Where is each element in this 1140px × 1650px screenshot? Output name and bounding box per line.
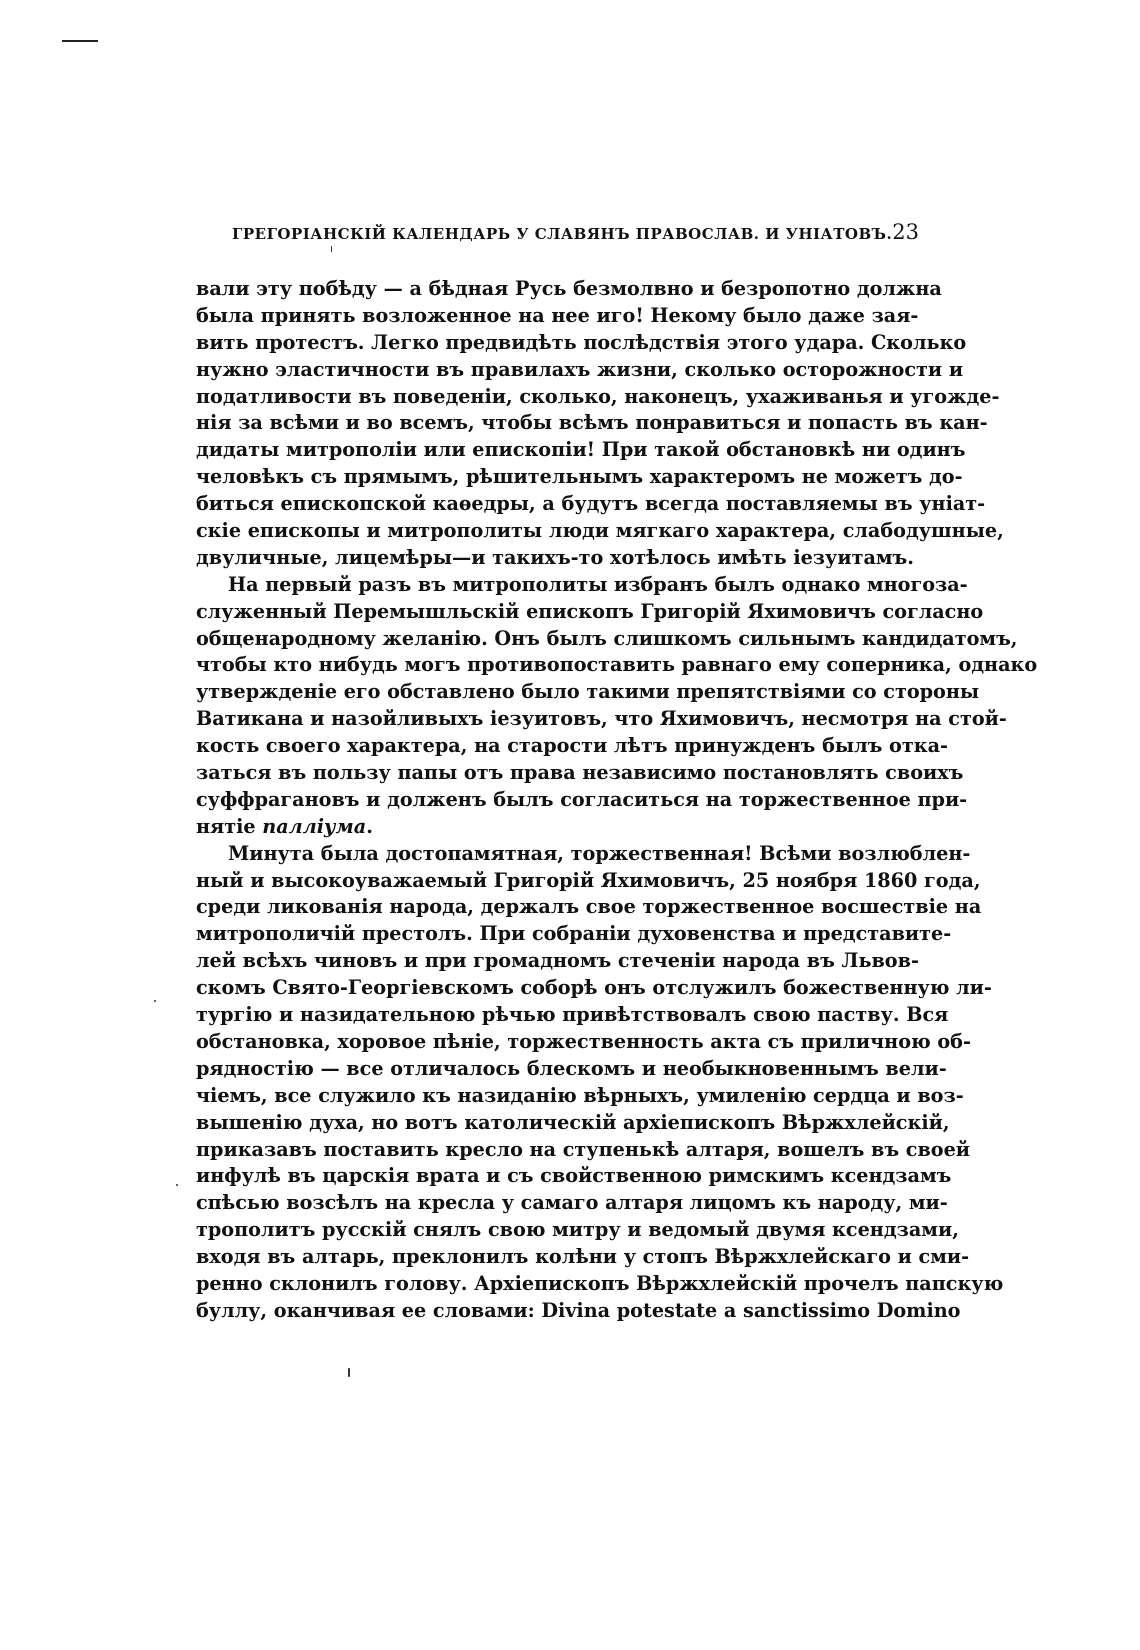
text-line: дидаты митрополіи или епископіи! При такой обстановкѣ ни одинъ	[196, 438, 966, 462]
text-fragment: нятіе	[196, 814, 256, 838]
text-line: Минута была достопамятная, торжественная! Всѣми возлюблен-	[228, 841, 971, 865]
text-line: заться въ пользу папы отъ права независимо постановлять своихъ	[196, 761, 964, 785]
text-line: митрополичій престолъ. При собраніи духовенства и представите-	[196, 922, 952, 946]
scan-speck	[348, 1368, 350, 1377]
text-line: чіемъ, все служило къ назиданію вѣрныхъ, умиленію сердца и воз-	[196, 1083, 964, 1107]
text-line: скіе епископы и митрополиты люди мягкаго характера, слабодушные,	[196, 519, 1004, 543]
text-line: На первый разъ въ митрополиты избранъ былъ однако многоза-	[228, 572, 968, 596]
text-line: спѣсью возсѣлъ на кресла у самаго алтаря лицомъ къ народу, ми-	[196, 1191, 948, 1215]
corner-mark	[62, 40, 98, 42]
text-fragment: .	[366, 814, 373, 838]
text-line: человѣкъ съ прямымъ, рѣшительнымъ характеромъ не можетъ до-	[196, 465, 963, 489]
body-text	[196, 276, 1038, 1325]
page-number: 23	[892, 220, 919, 244]
text-line: трополитъ русскій снялъ свою митру и ведомый двумя ксендзами,	[196, 1218, 959, 1242]
text-line: скомъ Свято-Георгіевскомъ соборѣ онъ отслужилъ божественную ли-	[196, 976, 992, 1000]
text-line: вить протестъ. Легко предвидѣть послѣдствія этого удара. Сколько	[196, 330, 967, 354]
text-line: инфулѣ въ царскія врата и съ свойственною римскимъ ксендзамъ	[196, 1164, 952, 1188]
paragraph-1	[196, 276, 1004, 572]
text-line: биться епископской каѳедры, а будутъ всегда поставляемы въ уніат-	[196, 492, 986, 516]
text-line: утвержденіе его обставлено было такими препятствіями со стороны	[196, 680, 980, 704]
text-line: среди ликованія народа, держалъ свое торжественное восшествіе на	[196, 895, 982, 919]
text-line: буллу, оканчивая ее словами: Divina potestate a sanctissimo Domino	[196, 1298, 961, 1322]
text-line: общенародному желанію. Онъ былъ слишкомъ сильнымъ кандидатомъ,	[196, 626, 1018, 650]
text-line: суффрагановъ и долженъ былъ согласиться на торжественное при-	[196, 787, 968, 811]
text-line: податливости въ поведеніи, сколько, наконецъ, ухаживанья и угожде-	[196, 384, 1000, 408]
text-line	[196, 814, 906, 841]
text-line: рядностію — все отличалось блескомъ и необыкновеннымъ вели-	[196, 1056, 947, 1080]
scan-speck	[154, 1000, 156, 1002]
running-title: ГРЕГОРІАНСКІЙ КАЛЕНДАРЬ У СЛАВЯНЪ ПРАВОСЛАВ. И УНІАТОВЪ.	[232, 225, 893, 243]
text-line: служенный Перемышльскій епископъ Григорій Яхимовичъ согласно	[196, 599, 984, 623]
paragraph-3	[196, 841, 1004, 1325]
paragraph-2	[196, 572, 1038, 841]
text-line: Ватикана и назойливыхъ іезуитовъ, что Яхимовичъ, несмотря на стой-	[196, 707, 1007, 731]
text-line: ный и высокоуважаемый Григорій Яхимовичъ, 25 ноября 1860 года,	[196, 868, 981, 892]
text-line: лей всѣхъ чиновъ и при громадномъ стеченіи народа въ Львов-	[196, 949, 919, 973]
running-head	[232, 220, 919, 250]
text-line: вали эту побѣду — а бѣдная Русь безмолвно и безропотно должна	[196, 277, 942, 300]
text-line: двуличные, лицемѣры—и такихъ-то хотѣлось имѣть іезуитамъ.	[196, 545, 914, 569]
scan-speck	[176, 1184, 178, 1186]
text-line: чтобы кто нибудь могъ противопоставить равнаго ему соперника, однако	[196, 653, 1038, 677]
italic-term: палліума	[262, 814, 367, 838]
text-line: ренно склонилъ голову. Архіепископъ Вѣржхлейскій прочелъ папскую	[196, 1271, 1004, 1295]
scan-speck	[331, 246, 332, 252]
text-line: нужно эластичности въ правилахъ жизни, сколько осторожности и	[196, 357, 964, 381]
text-line: вышенію духа, но вотъ католическій архіепископъ Вѣржхлейскій,	[196, 1110, 950, 1134]
text-line: входя въ алтарь, преклонилъ колѣни у стопъ Вѣржхлейскаго и сми-	[196, 1245, 970, 1269]
text-line: нія за всѣми и во всемъ, чтобы всѣмъ понравиться и попасть въ кан-	[196, 411, 988, 435]
text-line: обстановка, хоровое пѣніе, торжественность акта съ приличною об-	[196, 1029, 971, 1053]
text-line: кость своего характера, на старости лѣтъ принужденъ былъ отка-	[196, 734, 948, 758]
text-line: была принять возложенное на нее иго! Некому было даже зая-	[196, 303, 919, 327]
text-line: тургію и назидательною рѣчью привѣтствовалъ свою паству. Вся	[196, 1003, 949, 1027]
text-line: приказавъ поставить кресло на ступенькѣ алтаря, вошелъ въ своей	[196, 1137, 971, 1161]
